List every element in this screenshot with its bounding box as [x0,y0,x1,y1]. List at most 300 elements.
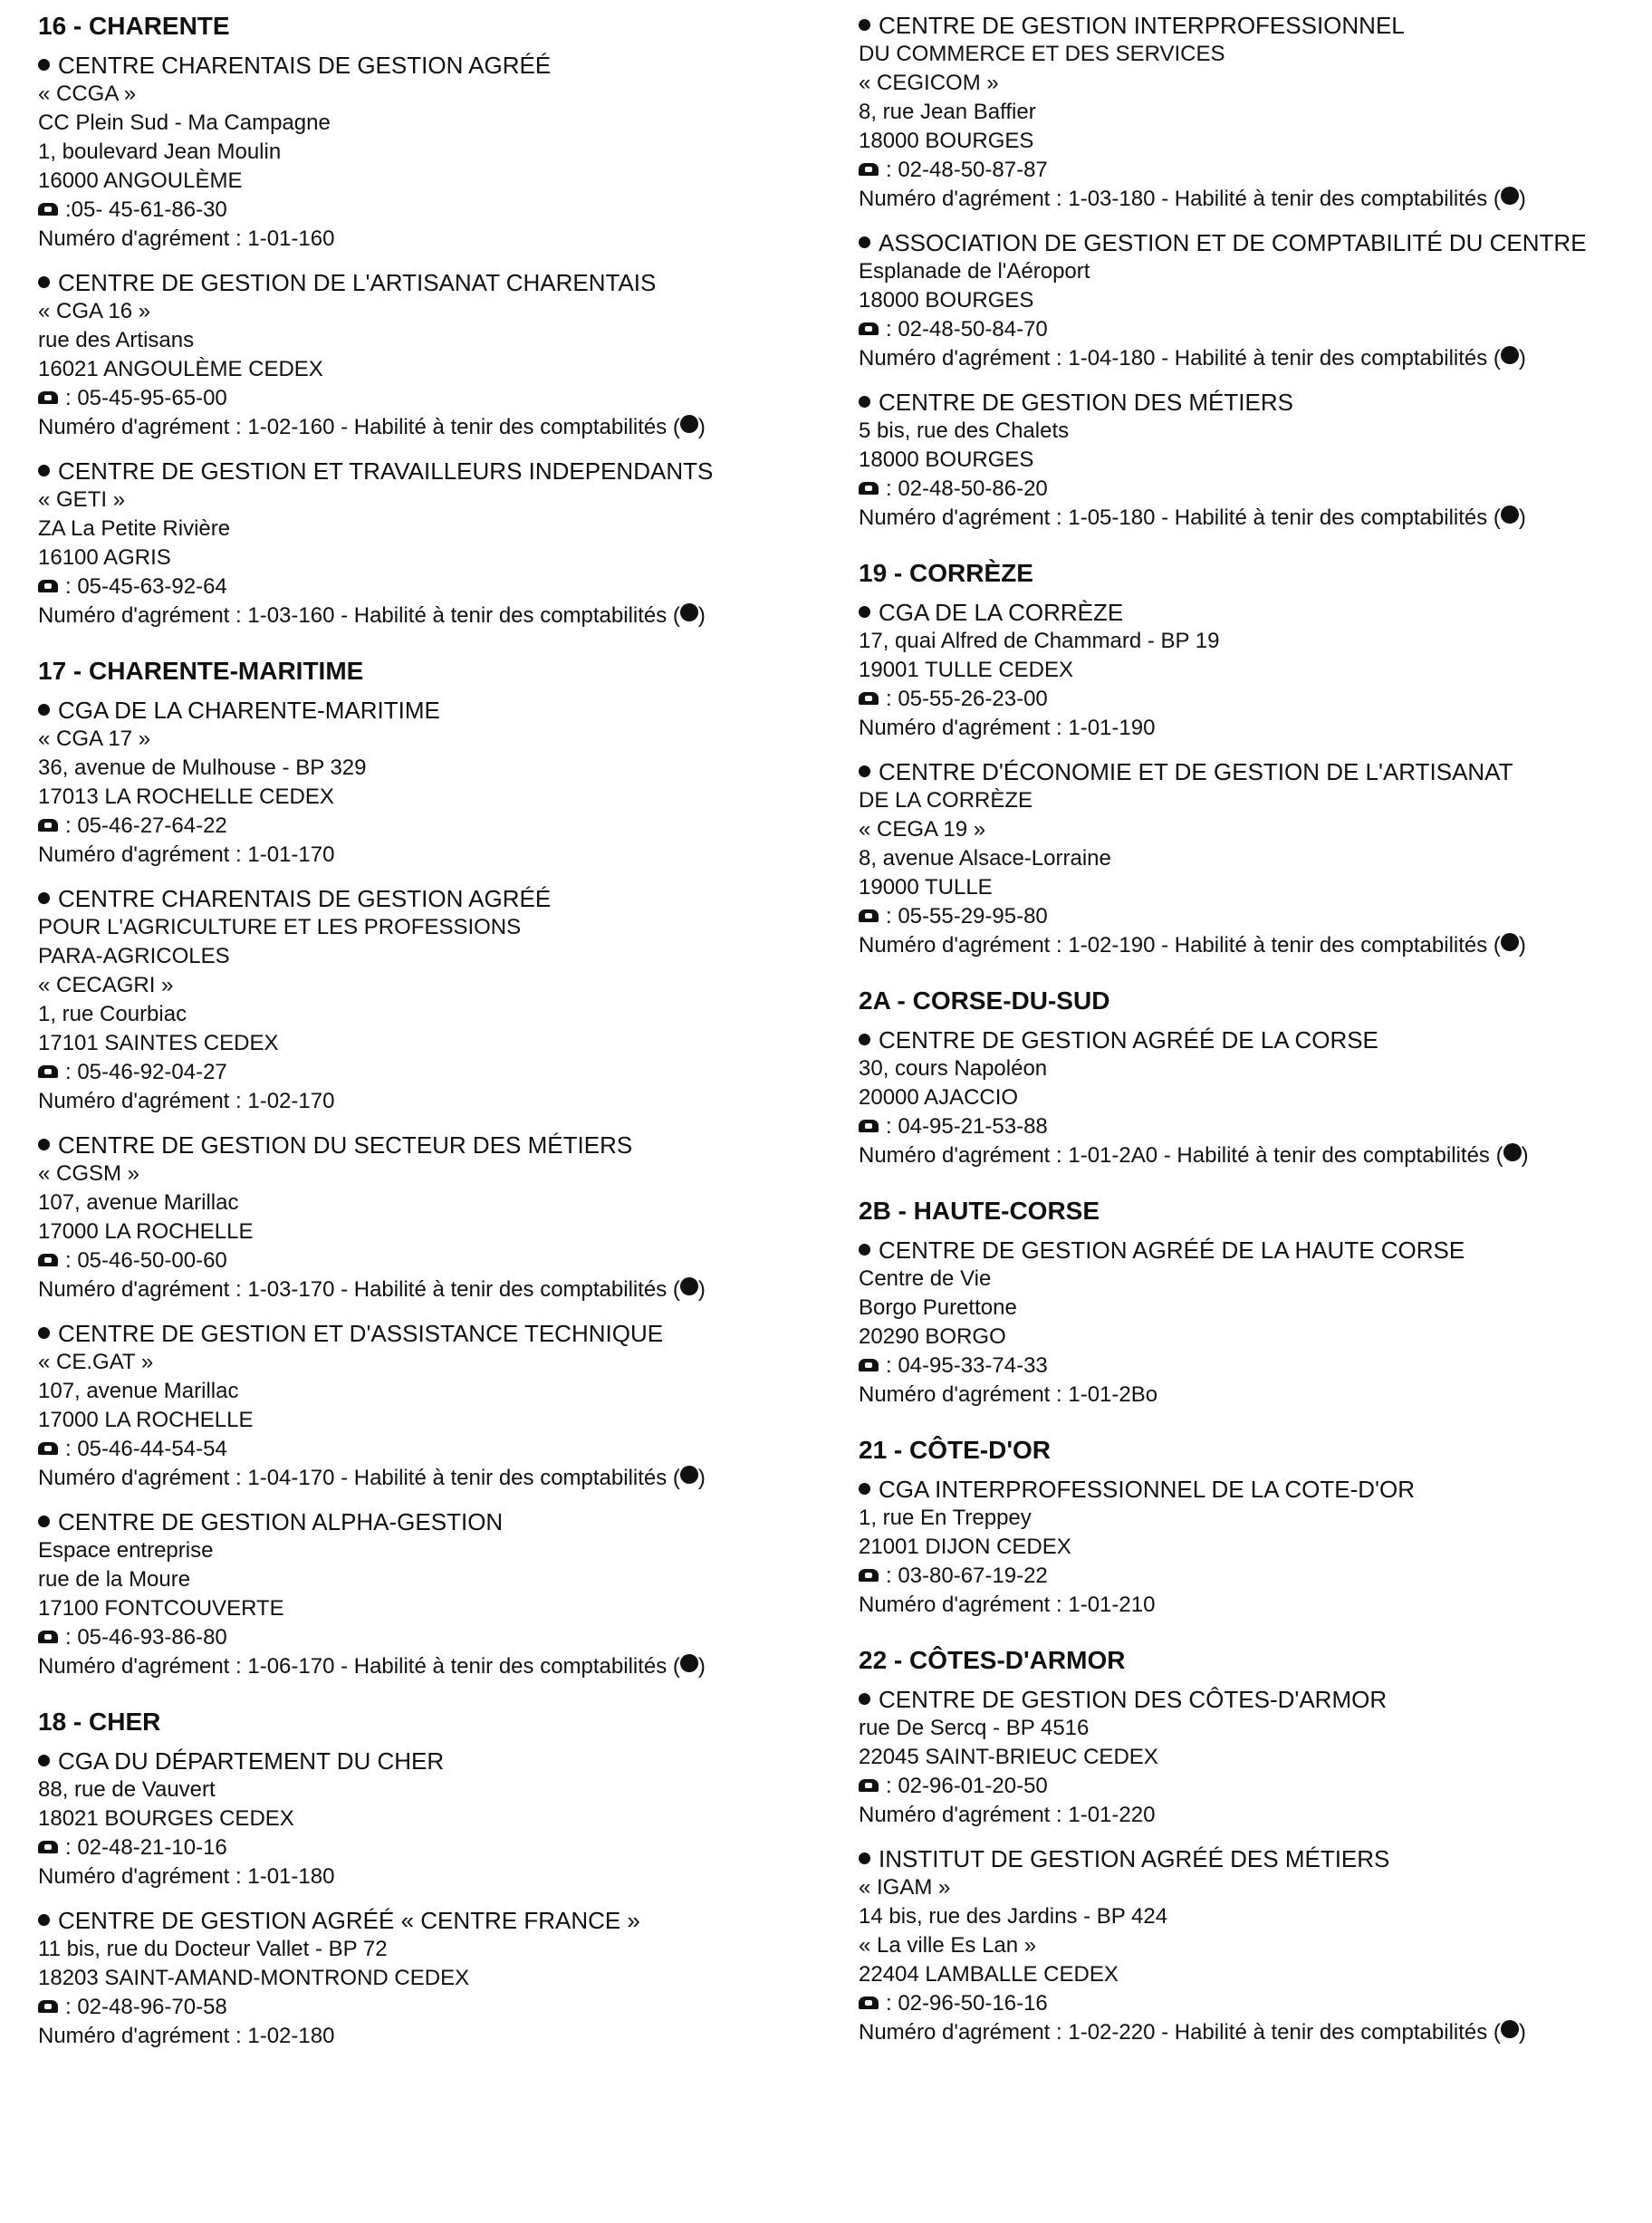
address-text: 20290 BORGO [859,1324,1006,1349]
centre-entry [38,1747,835,1891]
address-text: 16100 AGRIS [38,545,171,570]
phone-line [859,1989,1638,2018]
closing-paren: ) [1518,346,1526,370]
address-text: 18000 BOURGES [859,129,1034,153]
address-line [859,1265,1638,1294]
agrement-line [38,1464,835,1493]
agrement-text: Numéro d'agrément : 1-02-220 - Habilité à tenir des comptabilités ( [859,2020,1501,2045]
address-line [859,286,1638,315]
bullet-dot-icon [859,1483,870,1495]
bullet-dot-icon [859,1852,870,1864]
address-line [859,40,1638,69]
agrement-line [859,185,1638,214]
agrement-line [38,2022,835,2051]
agrement-text: Numéro d'agrément : 1-01-190 [859,716,1156,740]
phone-line [38,812,835,841]
agrement-line [38,1862,835,1891]
address-text: « CEGICOM » [859,71,999,95]
agrement-text: Numéro d'agrément : 1-02-160 - Habilité à tenir des comptabilités ( [38,415,680,439]
phone-number: : 05-46-27-64-22 [65,813,227,838]
telephone-icon [38,1841,58,1853]
address-line [38,326,835,355]
agrement-line [38,841,835,870]
agrement-text: Numéro d'agrément : 1-02-180 [38,2024,335,2048]
address-text: « CE.GAT » [38,1350,154,1374]
agrement-text: Numéro d'agrément : 1-01-210 [859,1593,1156,1617]
telephone-icon [859,909,879,922]
black-circle-icon [680,603,698,621]
address-line [38,942,835,971]
centre-name: CENTRE CHARENTAIS DE GESTION AGRÉÉ [58,52,552,79]
address-line [38,355,835,384]
address-line [38,1348,835,1377]
address-line [859,873,1638,902]
phone-number: : 05-46-93-86-80 [65,1625,227,1650]
address-text: CC Plein Sud - Ma Campagne [38,111,331,135]
agrement-line [38,225,835,254]
closing-paren: ) [1518,933,1526,958]
agrement-text: Numéro d'agrément : 1-04-180 - Habilité à tenir des comptabilités ( [859,346,1501,370]
address-line [859,786,1638,815]
address-text: « CGA 17 » [38,727,151,751]
phone-number: : 04-95-33-74-33 [886,1353,1048,1378]
telephone-icon [859,1997,879,2009]
black-circle-icon [1501,346,1519,364]
bullet-dot-icon [38,59,50,71]
address-text: « GETI » [38,487,126,512]
address-text: « CECAGRI » [38,973,174,997]
address-text: Esplanade de l'Aéroport [859,259,1090,284]
phone-line [38,1623,835,1652]
closing-paren: ) [1518,2020,1526,2045]
phone-line [859,1562,1638,1591]
centre-name: CENTRE DE GESTION AGRÉÉ « CENTRE FRANCE » [58,1907,640,1934]
bullet-dot-icon [859,1693,870,1705]
agrement-text: Numéro d'agrément : 1-01-2A0 - Habilité à tenir des comptabilités ( [859,1143,1503,1168]
phone-line [859,315,1638,344]
agrement-text: Numéro d'agrément : 1-06-170 - Habilité à tenir des comptabilités ( [38,1654,680,1679]
black-circle-icon [680,1466,698,1484]
address-text: rue des Artisans [38,328,195,352]
centre-name-line [859,11,1638,40]
address-text: Centre de Vie [859,1266,992,1291]
department-section [859,11,1638,533]
telephone-icon [859,1359,879,1371]
phone-number: : 04-95-21-53-88 [886,1114,1048,1139]
agrement-text: Numéro d'agrément : 1-02-170 [38,1089,335,1113]
phone-number: : 05-55-26-23-00 [886,687,1048,711]
bullet-dot-icon [859,19,870,31]
agrement-text: Numéro d'agrément : 1-01-170 [38,842,335,867]
bullet-dot-icon [38,276,50,288]
centre-name-line [38,457,835,486]
phone-number: : 05-46-92-04-27 [65,1060,227,1084]
bullet-dot-icon [38,1327,50,1339]
address-line [38,1188,835,1217]
telephone-icon [859,322,879,335]
black-circle-icon [680,1654,698,1672]
phone-number: : 05-55-29-95-80 [886,904,1048,929]
address-text: rue de la Moure [38,1567,191,1592]
address-text: 16000 ANGOULÈME [38,168,243,193]
address-line [38,138,835,167]
centre-entry [38,884,835,1116]
address-line [38,109,835,138]
address-line [38,544,835,573]
closing-paren: ) [697,1654,706,1679]
address-line [859,417,1638,446]
phone-number: : 05-45-95-65-00 [65,386,227,410]
department-section [38,1707,835,2051]
address-text: 88, rue de Vauvert [38,1777,216,1802]
centre-entry [38,1906,835,2051]
agrement-text: Numéro d'agrément : 1-03-180 - Habilité à tenir des comptabilités ( [859,187,1501,211]
address-text: 14 bis, rue des Jardins - BP 424 [859,1904,1168,1929]
address-line [859,656,1638,685]
agrement-text: Numéro d'agrément : 1-01-2Bo [859,1382,1158,1407]
centre-entry [859,1685,1638,1830]
centre-name: CENTRE DE GESTION DU SECTEUR DES MÉTIERS [58,1131,633,1159]
centre-name: CENTRE DE GESTION AGRÉÉ DE LA CORSE [879,1026,1378,1054]
phone-line [859,902,1638,931]
bullet-dot-icon [38,704,50,716]
bullet-dot-icon [859,606,870,618]
centre-name: CENTRE DE GESTION INTERPROFESSIONNEL [879,12,1405,39]
centre-name: CENTRE DE GESTION DES CÔTES-D'ARMOR [879,1686,1388,1713]
centre-name-line [38,1507,835,1536]
centre-name: INSTITUT DE GESTION AGRÉÉ DES MÉTIERS [879,1845,1390,1872]
centre-name-line [859,1025,1638,1054]
department-title: 16 - CHARENTE [38,12,230,40]
centre-entry [859,1236,1638,1410]
telephone-icon [38,580,58,592]
black-circle-icon [680,1277,698,1295]
address-text: « CGA 16 » [38,299,151,323]
telephone-icon [859,692,879,705]
address-text: DU COMMERCE ET DES SERVICES [859,42,1225,66]
phone-line [38,573,835,601]
centre-entry [38,696,835,870]
centre-name-line [38,268,835,297]
agrement-text: Numéro d'agrément : 1-03-170 - Habilité à tenir des comptabilités ( [38,1277,680,1302]
closing-paren: ) [1521,1143,1529,1168]
address-line [859,627,1638,656]
agrement-text: Numéro d'agrément : 1-05-180 - Habilité à tenir des comptabilités ( [859,505,1501,530]
address-text: rue De Sercq - BP 4516 [859,1716,1090,1740]
department-title: 17 - CHARENTE-MARITIME [38,657,364,685]
phone-line [859,1112,1638,1141]
address-line [859,1873,1638,1902]
address-text: « La ville Es Lan » [859,1933,1037,1958]
address-text: 36, avenue de Mulhouse - BP 329 [38,755,367,780]
address-line [859,127,1638,156]
centre-name: CENTRE D'ÉCONOMIE ET DE GESTION DE L'ARTISANAT [879,758,1513,785]
closing-paren: ) [697,415,706,439]
telephone-icon [38,819,58,832]
agrement-text: Numéro d'agrément : 1-02-190 - Habilité à tenir des comptabilités ( [859,933,1501,958]
address-text: Espace entreprise [38,1538,214,1563]
agrement-line [859,1801,1638,1830]
closing-paren: ) [1518,187,1526,211]
centre-entry [859,11,1638,214]
black-circle-icon [1501,933,1519,951]
address-line [38,1406,835,1435]
telephone-icon [859,1779,879,1792]
department-section [859,986,1638,1170]
address-line [859,69,1638,98]
centre-entry [859,757,1638,960]
centre-name-line [38,1319,835,1348]
department-title: 19 - CORRÈZE [859,559,1033,587]
agrement-line [859,504,1638,533]
centre-name: CGA DE LA CORRÈZE [879,599,1124,626]
black-circle-icon [1501,2020,1519,2038]
agrement-line [859,1141,1638,1170]
centre-name-line [38,884,835,913]
address-text: Borgo Purettone [859,1295,1017,1320]
centre-name-line [38,1747,835,1776]
phone-number: :05- 45-61-86-30 [65,197,227,222]
address-text: 20000 AJACCIO [859,1085,1019,1110]
phone-number: : 05-46-50-00-60 [65,1248,227,1273]
centre-entry [859,1025,1638,1170]
telephone-icon [859,1120,879,1132]
centre-name-line [38,696,835,725]
telephone-icon [38,2000,58,2013]
centre-name: CENTRE DE GESTION AGRÉÉ DE LA HAUTE CORSE [879,1237,1465,1264]
centre-entry [859,598,1638,743]
closing-paren: ) [1518,505,1526,530]
address-text: 30, cours Napoléon [859,1056,1048,1081]
address-line [38,1160,835,1188]
address-line [38,1594,835,1623]
phone-line [859,1352,1638,1381]
address-line [859,1902,1638,1931]
address-line [38,971,835,1000]
address-line [38,1565,835,1594]
address-line [859,1294,1638,1323]
centre-entry [859,388,1638,533]
centre-entry [38,457,835,630]
agrement-text: Numéro d'agrément : 1-01-180 [38,1864,335,1889]
agrement-line [38,601,835,630]
telephone-icon [38,1065,58,1078]
address-text: 5 bis, rue des Chalets [859,419,1070,443]
agrement-text: Numéro d'agrément : 1-04-170 - Habilité à tenir des comptabilités ( [38,1466,680,1490]
address-line [38,1804,835,1833]
centre-name: CENTRE DE GESTION DES MÉTIERS [879,389,1293,416]
address-text: 18021 BOURGES CEDEX [38,1806,294,1831]
centre-name-line [38,1131,835,1160]
address-text: 22404 LAMBALLE CEDEX [859,1962,1119,1987]
centre-entry [38,51,835,254]
address-text: « IGAM » [859,1875,951,1900]
centre-entry [859,1844,1638,2047]
address-text: 18000 BOURGES [859,288,1034,313]
centre-name: CENTRE CHARENTAIS DE GESTION AGRÉÉ [58,885,552,912]
black-circle-icon [1503,1143,1522,1161]
phone-number: : 02-96-01-20-50 [886,1774,1048,1798]
address-line [859,1714,1638,1743]
centre-name: CGA DU DÉPARTEMENT DU CHER [58,1747,445,1775]
bullet-dot-icon [859,765,870,777]
centre-name: CGA DE LA CHARENTE-MARITIME [58,697,440,724]
centre-entry [859,1475,1638,1620]
agrement-text: Numéro d'agrément : 1-01-160 [38,226,335,251]
centre-name-line [859,598,1638,627]
address-line [859,1960,1638,1989]
bullet-dot-icon [859,396,870,408]
address-text: « CEGA 19 » [859,817,986,842]
department-title: 21 - CÔTE-D'OR [859,1436,1052,1464]
closing-paren: ) [697,1277,706,1302]
centre-name: CENTRE DE GESTION DE L'ARTISANAT CHARENTAIS [58,269,657,296]
phone-line [859,685,1638,714]
address-line [38,486,835,515]
centre-entry [38,268,835,442]
department-section [859,1645,1638,2047]
centre-name-line [859,1236,1638,1265]
address-text: ZA La Petite Rivière [38,516,231,541]
address-text: 18203 SAINT-AMAND-MONTROND CEDEX [38,1966,470,1990]
department-section [859,558,1638,960]
telephone-icon [859,482,879,495]
phone-line [859,1772,1638,1801]
address-text: 17000 LA ROCHELLE [38,1408,254,1432]
centre-entry [38,1319,835,1493]
phone-line [38,1833,835,1862]
address-text: PARA-AGRICOLES [38,944,230,968]
phone-line [38,1058,835,1087]
phone-line [38,196,835,225]
phone-line [859,156,1638,185]
address-text: 22045 SAINT-BRIEUC CEDEX [859,1745,1158,1769]
telephone-icon [859,163,879,176]
centre-name-line [859,1475,1638,1504]
bullet-dot-icon [38,1516,50,1527]
address-text: 107, avenue Marillac [38,1379,239,1403]
closing-paren: ) [697,603,706,628]
address-line [859,1533,1638,1562]
bullet-dot-icon [38,1139,50,1150]
centre-name: CGA INTERPROFESSIONNEL DE LA COTE-D'OR [879,1476,1415,1503]
right-column [859,11,1638,2073]
address-line [859,1323,1638,1352]
phone-number: : 02-48-50-84-70 [886,317,1048,342]
agrement-line [859,344,1638,373]
agrement-text: Numéro d'agrément : 1-03-160 - Habilité à tenir des comptabilités ( [38,603,680,628]
department-title: 18 - CHER [38,1708,161,1736]
address-text: 107, avenue Marillac [38,1190,239,1215]
address-text: POUR L'AGRICULTURE ET LES PROFESSIONS [38,915,522,939]
telephone-icon [38,1631,58,1643]
address-text: 17013 LA ROCHELLE CEDEX [38,784,334,809]
phone-number: : 02-48-50-86-20 [886,476,1048,501]
black-circle-icon [680,415,698,433]
centre-name-line [859,757,1638,786]
address-line [859,1083,1638,1112]
address-text: « CGSM » [38,1161,140,1186]
left-column [38,11,835,2076]
address-line [859,844,1638,873]
centre-name-line [859,1685,1638,1714]
phone-number: : 02-96-50-16-16 [886,1991,1048,2016]
black-circle-icon [1501,505,1519,524]
centre-name: CENTRE DE GESTION ET D'ASSISTANCE TECHNIQUE [58,1320,664,1347]
address-text: 19001 TULLE CEDEX [859,658,1074,682]
agrement-line [38,1652,835,1681]
address-text: 21001 DIJON CEDEX [859,1535,1071,1559]
address-line [859,1743,1638,1772]
address-text: 17, quai Alfred de Chammard - BP 19 [859,629,1220,653]
agrement-line [859,2018,1638,2047]
bullet-dot-icon [38,465,50,476]
centre-entry [859,228,1638,373]
centre-entry [38,1131,835,1304]
address-line [38,1000,835,1029]
address-text: « CCGA » [38,82,137,106]
phone-number: : 02-48-96-70-58 [65,1995,227,2019]
phone-number: : 03-80-67-19-22 [886,1564,1048,1588]
agrement-line [38,1275,835,1304]
address-line [38,515,835,544]
phone-line [38,384,835,413]
agrement-line [38,413,835,442]
address-line [859,815,1638,844]
address-line [38,1217,835,1246]
address-text: 8, avenue Alsace-Lorraine [859,846,1111,871]
agrement-line [38,1087,835,1116]
address-line [38,1029,835,1058]
address-line [38,1935,835,1964]
agrement-line [859,1381,1638,1410]
department-section [38,11,835,630]
address-line [859,257,1638,286]
address-line [38,783,835,812]
bullet-dot-icon [859,236,870,248]
address-text: 17000 LA ROCHELLE [38,1219,254,1244]
address-text: 17101 SAINTES CEDEX [38,1031,279,1055]
address-line [38,167,835,196]
address-text: DE LA CORRÈZE [859,788,1033,813]
address-line [38,1776,835,1804]
department-section [38,656,835,1681]
address-text: 16021 ANGOULÈME CEDEX [38,357,323,381]
address-line [859,1931,1638,1960]
address-text: 1, rue En Treppey [859,1506,1032,1530]
black-circle-icon [1501,187,1519,205]
address-text: 1, boulevard Jean Moulin [38,140,282,164]
agrement-line [859,931,1638,960]
address-line [859,1054,1638,1083]
address-line [38,80,835,109]
bullet-dot-icon [38,892,50,904]
department-section [859,1196,1638,1410]
address-line [38,1377,835,1406]
telephone-icon [38,1254,58,1266]
department-title: 2A - CORSE-DU-SUD [859,986,1110,1015]
address-line [38,1536,835,1565]
telephone-icon [859,1569,879,1582]
telephone-icon [38,1442,58,1455]
phone-number: : 05-46-44-54-54 [65,1437,227,1461]
phone-number: : 02-48-21-10-16 [65,1835,227,1860]
address-text: 11 bis, rue du Docteur Vallet - BP 72 [38,1937,388,1961]
bullet-dot-icon [859,1034,870,1045]
address-line [859,446,1638,475]
centre-name-line [38,1906,835,1935]
address-line [859,98,1638,127]
